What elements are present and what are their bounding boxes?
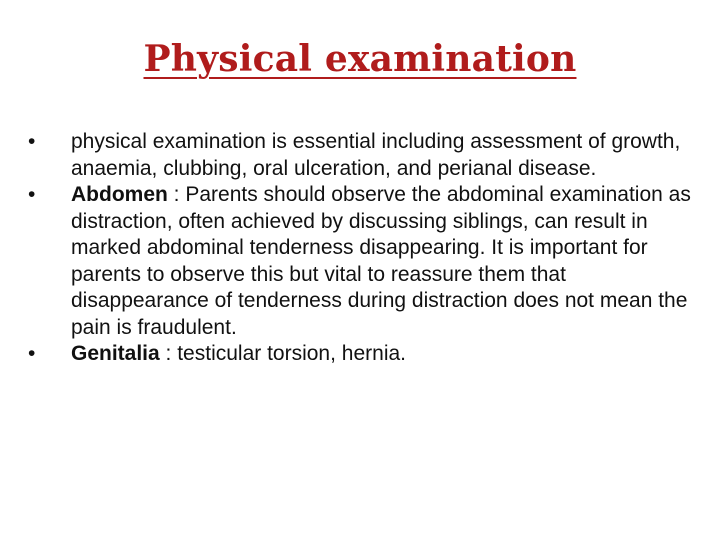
slide-title: [0, 38, 720, 80]
bullet-item-genitalia: [28, 341, 700, 368]
bullet-marker: •: [28, 130, 36, 153]
bullet-text: testicular torsion, hernia.: [177, 342, 406, 365]
bullet-separator: :: [167, 183, 186, 206]
bullet-separator: :: [159, 342, 178, 365]
slide-title-text: Physical examination: [143, 38, 577, 80]
bullet-term-genitalia: Genitalia: [71, 342, 160, 365]
bullet-item-physical-examination: [28, 129, 700, 182]
bullet-list: [28, 129, 700, 368]
bullet-item-abdomen: [28, 182, 700, 341]
bullet-marker: •: [28, 342, 36, 365]
bullet-text: Parents should observe the abdominal examination as distraction, often achieved by discussing siblings, can result in marked abdominal tenderness disappearing. It is important for parents to observe this but vital to reassure them that disappearance of tenderness during distraction does not mean the pain is fraudulent.: [71, 183, 691, 339]
bullet-term-abdomen: Abdomen: [71, 183, 168, 206]
bullet-marker: •: [28, 183, 36, 206]
bullet-text: physical examination is essential including assessment of growth, anaemia, clubbing, oral ulceration, and perianal disease.: [71, 130, 681, 180]
